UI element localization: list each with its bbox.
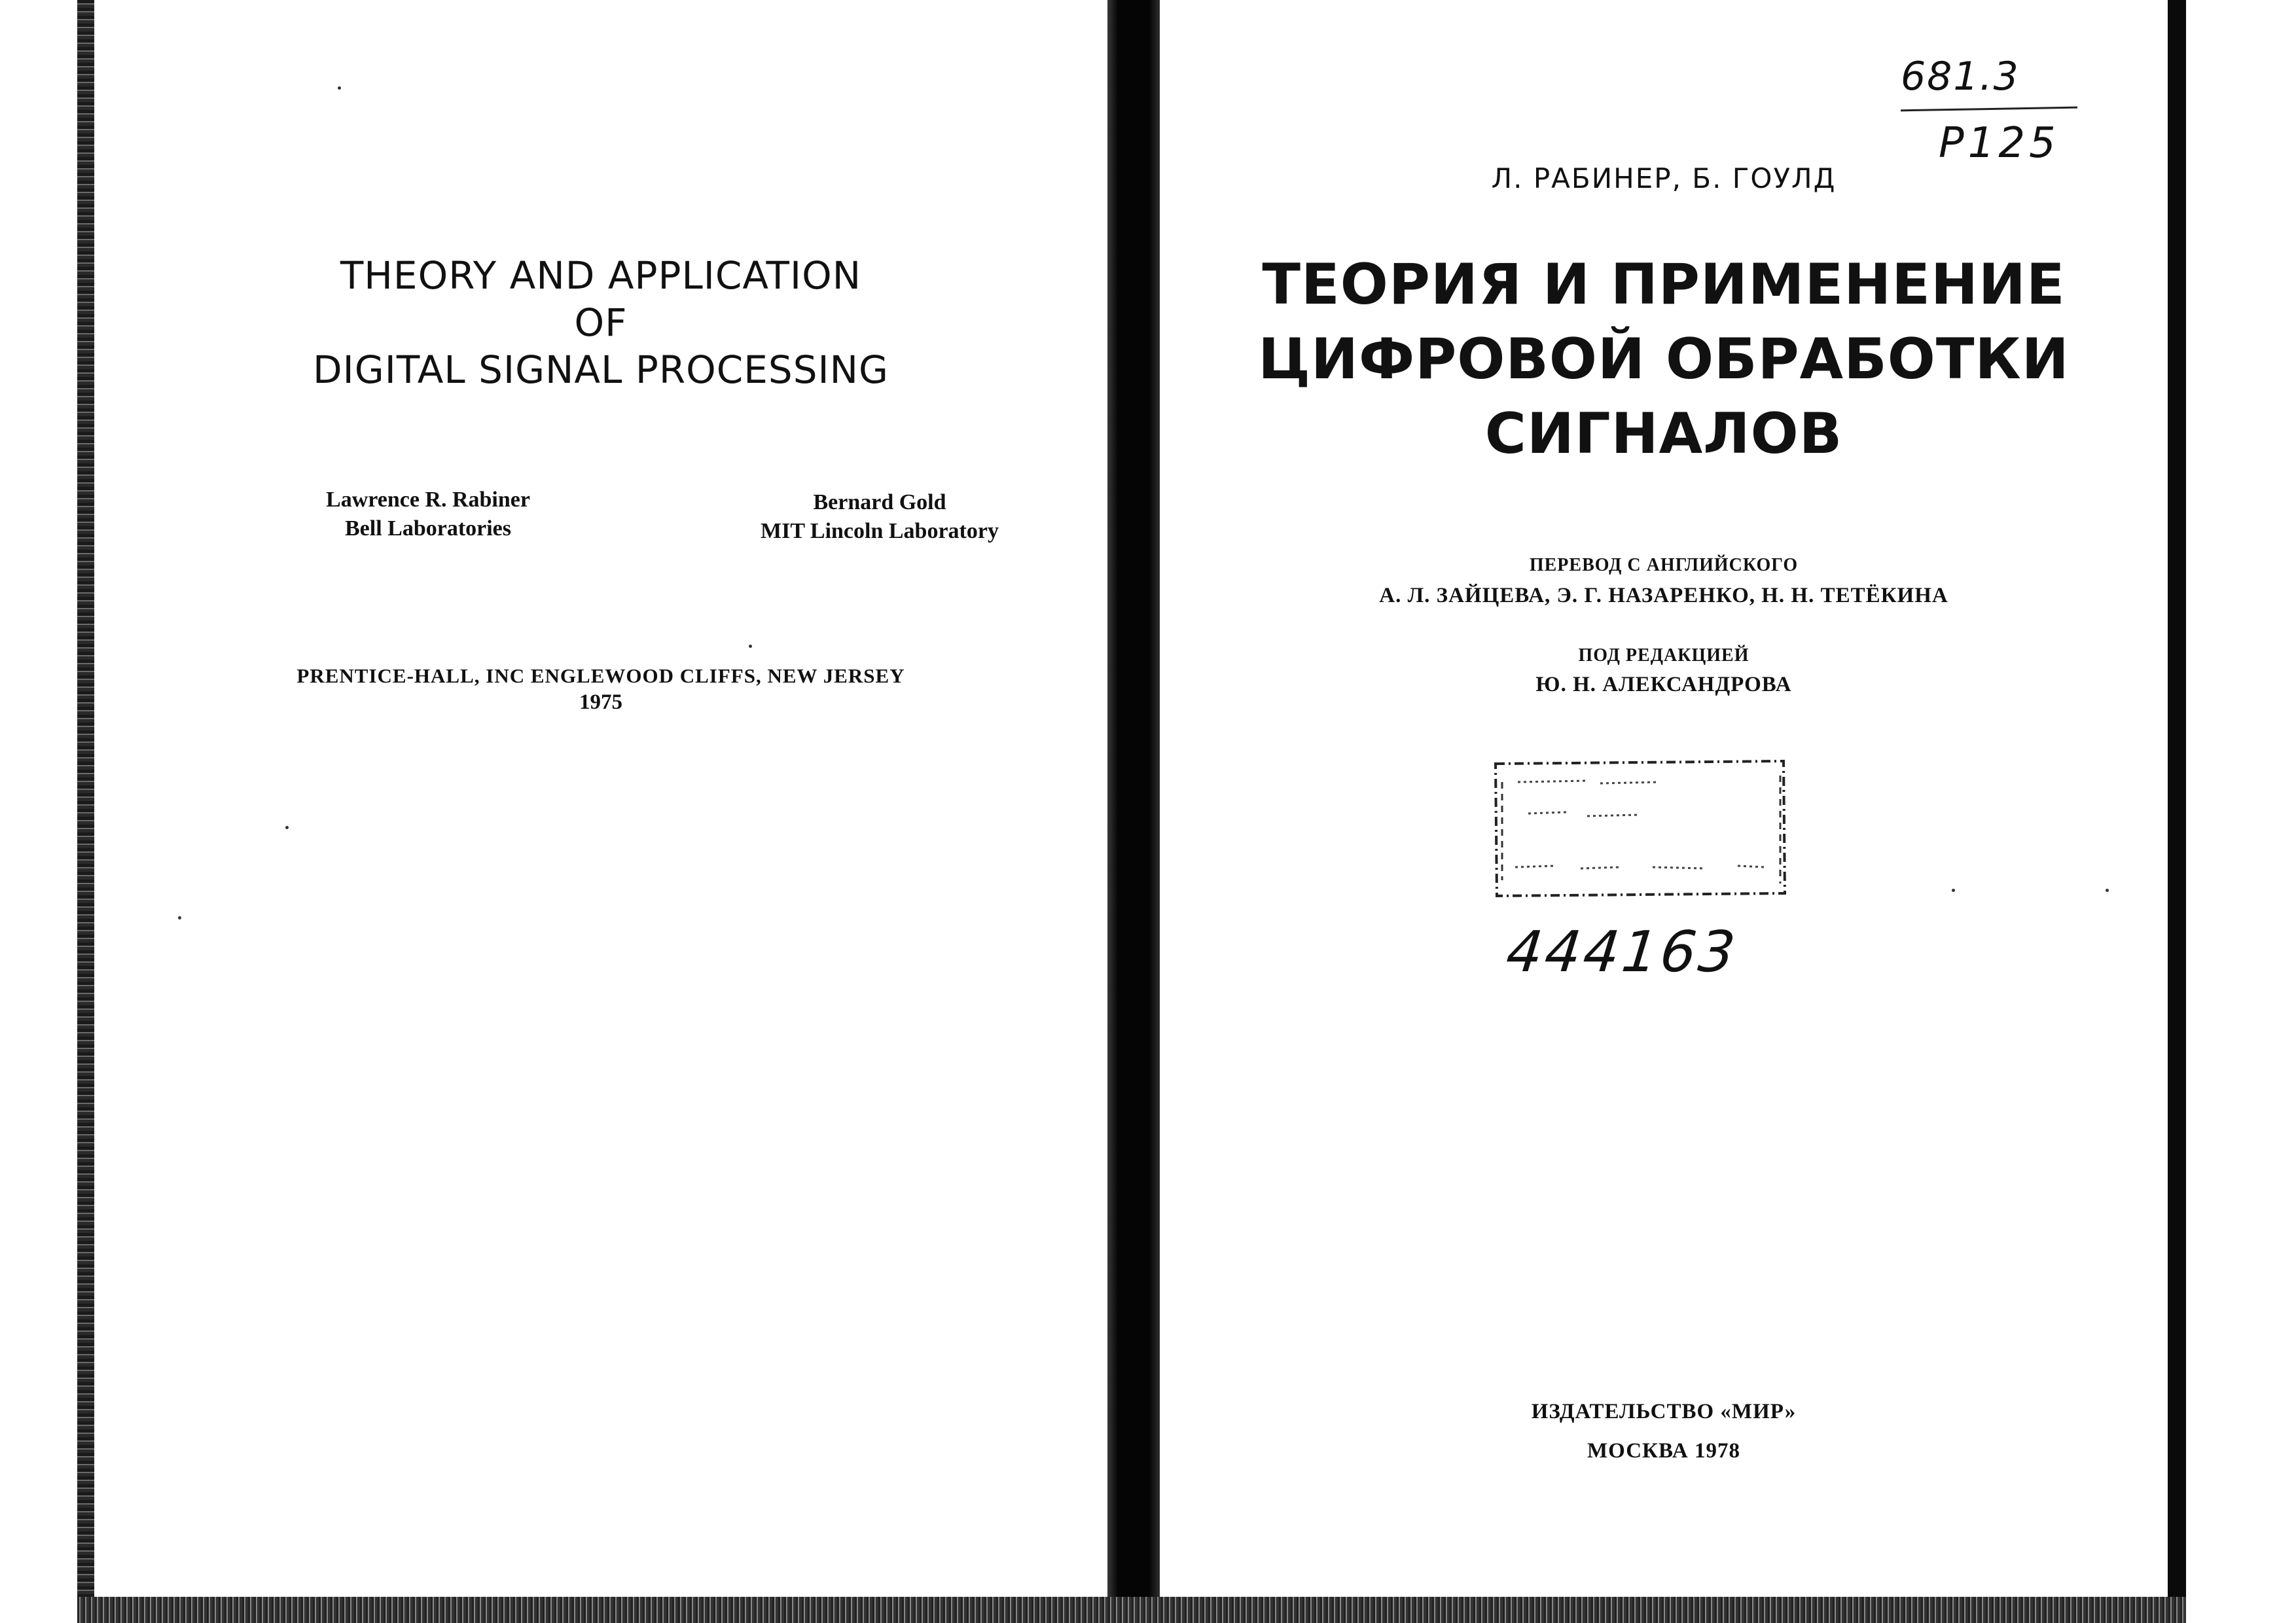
- scan-speck: [178, 916, 181, 919]
- english-title-line-2: OF: [574, 300, 628, 345]
- edited-by-label: ПОД РЕДАКЦИЕЙ: [1578, 645, 1749, 666]
- translated-by-label: ПЕРЕВОД С АНГЛИЙСКОГО: [1529, 555, 1799, 575]
- russian-title: [1160, 247, 2168, 471]
- russian-title-line-2: ЦИФРОВОЙ ОБРАБОТКИ: [1258, 327, 2070, 392]
- russian-title-line-3: СИГНАЛОВ: [1484, 401, 1843, 467]
- library-stamp: [1489, 756, 1790, 900]
- book-bottom-edge: [77, 1597, 2186, 1623]
- scan-margin-left: [0, 0, 77, 1623]
- handwritten-cutter-number: Р125: [1939, 119, 2060, 168]
- scan-margin-right: [2186, 0, 2296, 1623]
- author-gold: [696, 488, 1063, 546]
- author-rabiner: [291, 486, 565, 543]
- publication-year: 1975: [579, 690, 622, 714]
- english-title-line-1: THEORY AND APPLICATION: [340, 253, 862, 298]
- author-name: Lawrence R. Rabiner: [326, 488, 530, 512]
- scan-speck: [1952, 889, 1955, 892]
- translators: А. Л. ЗАЙЦЕВА, Э. Г. НАЗАРЕНКО, Н. Н. ТЕТЁКИНА: [1379, 584, 1948, 607]
- publishing-house: ИЗДАТЕЛЬСТВО «МИР»: [1531, 1400, 1797, 1423]
- book-edge-right: [2168, 0, 2186, 1623]
- author-name: Bernard Gold: [813, 490, 946, 514]
- russian-title-line-1: ТЕОРИЯ И ПРИМЕНЕНИЕ: [1262, 252, 2066, 317]
- scan-speck: [749, 645, 752, 648]
- scan-speck: [285, 826, 289, 829]
- editor: Ю. Н. АЛЕКСАНДРОВА: [1535, 673, 1792, 696]
- handwritten-underline: [1901, 107, 2077, 112]
- book-gutter: [1107, 0, 1160, 1623]
- author-affiliation: MIT Lincoln Laboratory: [761, 519, 999, 543]
- right-page: [1160, 0, 2168, 1623]
- russian-authors: Л. РАБИНЕР, Б. ГОУЛД: [1491, 162, 1837, 194]
- publisher-line: PRENTICE-HALL, INC ENGLEWOOD CLIFFS, NEW JERSEY: [296, 664, 905, 687]
- book-spine-edge-left: [77, 0, 94, 1623]
- scan-speck: [338, 86, 341, 90]
- left-page: [94, 0, 1107, 1623]
- scan-speck: [2106, 889, 2109, 892]
- handwritten-inventory-number: 444163: [1503, 919, 1741, 985]
- english-title: [94, 252, 1107, 393]
- city-and-year: МОСКВА 1978: [1587, 1439, 1740, 1463]
- handwritten-class-number: 681.3: [1901, 54, 2020, 99]
- english-title-line-3: DIGITAL SIGNAL PROCESSING: [313, 348, 889, 392]
- author-affiliation: Bell Laboratories: [344, 516, 512, 541]
